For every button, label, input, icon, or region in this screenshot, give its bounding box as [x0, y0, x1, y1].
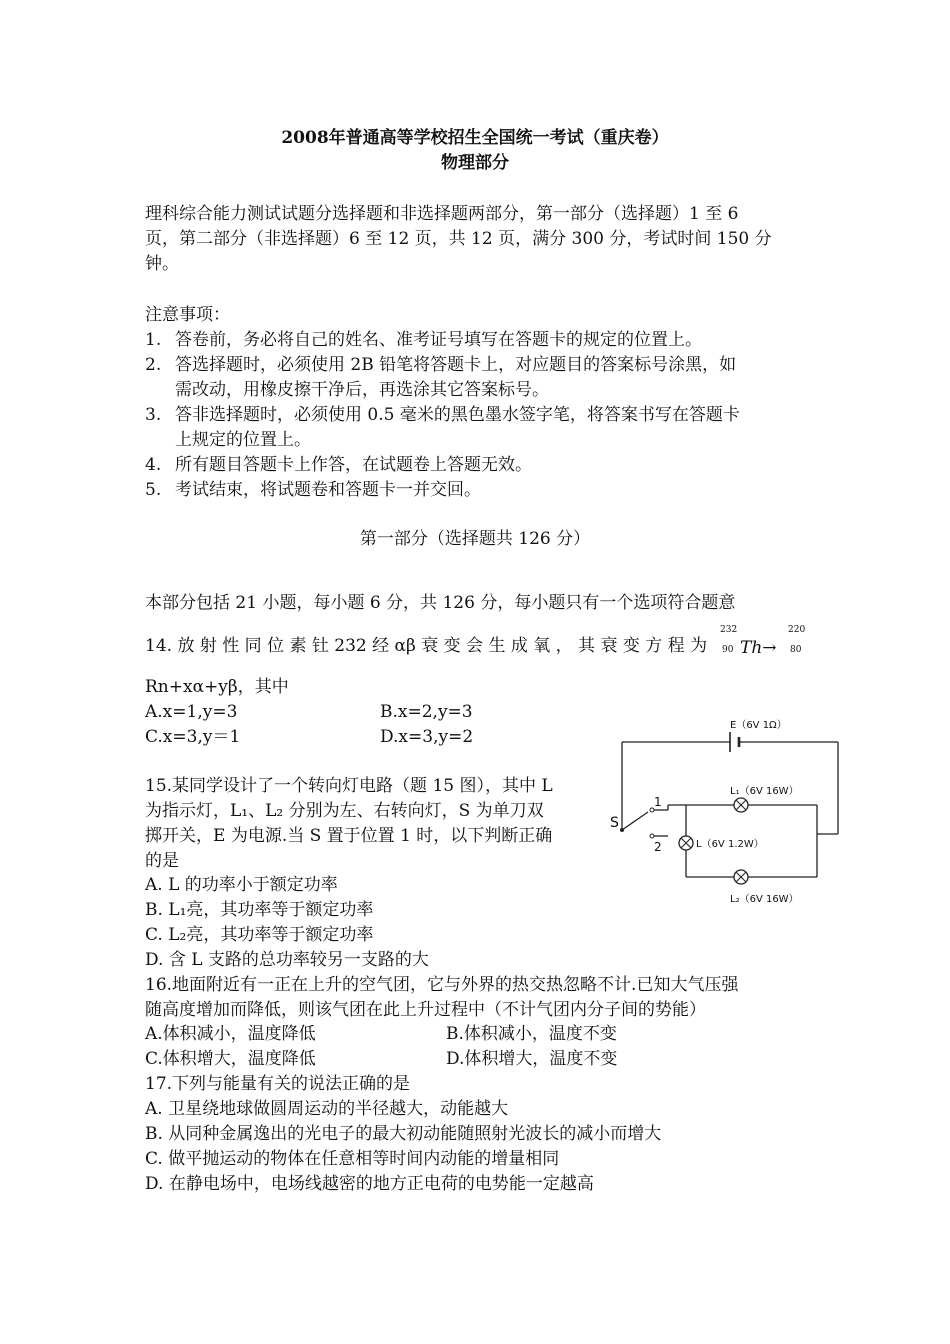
q17-option-c: C. 做平抛运动的物体在任意相等时间内动能的增量相同 — [145, 1149, 560, 1169]
label-l1: L₁（6V 16W） — [730, 786, 799, 797]
q14-stem2: Rn+xα+yβ，其中 — [145, 677, 289, 697]
note-number: 3. — [145, 405, 162, 425]
part1-heading: 第一部分（选择题共 126 分） — [359, 529, 591, 549]
q14-option-c: C.x=3,y＝1 — [145, 727, 241, 747]
q14-th-isotope — [720, 625, 740, 661]
q17-option-a: A. 卫星绕地球做圆周运动的半径越大，动能越大 — [145, 1099, 509, 1119]
th-symbol: Th→ — [740, 638, 777, 658]
q15-option-d: D. 含 L 支路的总功率较另一支路的大 — [145, 950, 429, 970]
switch-pivot — [620, 828, 624, 832]
q16-stem-line: 16.地面附近有一正在上升的空气团，它与外界的热交热忽略不计.已知大气压强 — [145, 975, 739, 995]
q14-option-a: A.x=1,y=3 — [145, 702, 238, 722]
q14-option-d: D.x=3,y=2 — [380, 727, 474, 747]
q15-option-a: A. L 的功率小于额定功率 — [145, 875, 338, 895]
label-pos2: 2 — [654, 840, 662, 854]
q16-stem-line: 随高度增加而降低，则该气团在此上升过程中（不计气团内分子间的势能） — [145, 1000, 706, 1020]
label-e: E（6V 1Ω） — [730, 720, 787, 731]
q15-stem-line: 15.某同学设计了一个转向灯电路（题 15 图），其中 L — [145, 776, 553, 796]
intro-line: 理科综合能力测试试题分选择题和非选择题两部分，第一部分（选择题）1 至 6 — [145, 204, 739, 224]
q17-option-b: B. 从同种金属逸出的光电子的最大初动能随照射光波长的减小而增大 — [145, 1124, 662, 1144]
circuit-diagram — [612, 712, 842, 912]
note-number: 1. — [145, 330, 162, 350]
th-mass: 232 — [720, 625, 738, 635]
note-text: 需改动，用橡皮擦干净后，再选涂其它答案标号。 — [175, 380, 549, 400]
part1-description: 本部分包括 21 小题，每小题 6 分，共 126 分，每小题只有一个选项符合题意 — [145, 593, 736, 613]
rn-mass: 220 — [788, 625, 806, 635]
q14-thorium — [720, 625, 777, 661]
q14-stem-text: 14. 放 射 性 同 位 素 钍 232 经 αβ 衰 变 会 生 成 氧 ， 其 衰 变 方 程 为 — [145, 636, 708, 656]
switch-blade — [622, 812, 648, 830]
q14-option-b: B.x=2,y=3 — [380, 702, 473, 722]
page-subtitle: 物理部分 — [441, 153, 509, 173]
q15-stem-line: 的是 — [145, 851, 179, 871]
q15-option-b: B. L₁亮，其功率等于额定功率 — [145, 900, 374, 920]
note-item — [145, 453, 532, 478]
q17-stem: 17.下列与能量有关的说法正确的是 — [145, 1074, 411, 1094]
q16-option-d: D.体积增大，温度不变 — [446, 1049, 618, 1069]
q14-options-row — [145, 725, 545, 750]
q16-options-row — [145, 1047, 745, 1072]
label-l: L（6V 1.2W） — [696, 839, 764, 850]
q14-radon — [788, 625, 808, 661]
note-number: 5. — [145, 480, 162, 500]
intro-line: 钟。 — [145, 254, 179, 274]
note-text: 所有题目答题卡上作答，在试题卷上答题无效。 — [175, 455, 532, 475]
note-item — [145, 403, 740, 428]
th-z: 90 — [722, 645, 734, 655]
note-text: 考试结束，将试题卷和答题卡一并交回。 — [175, 480, 481, 500]
note-text: 答非选择题时，必须使用 0.5 毫米的黑色墨水签字笔，将答案书写在答题卡 — [175, 405, 740, 425]
q15-stem-line: 掷开关，E 为电源.当 S 置于位置 1 时，以下判断正确 — [145, 826, 553, 846]
notes-heading: 注意事项： — [145, 305, 230, 325]
label-l2: L₂（6V 16W） — [730, 894, 799, 905]
note-item — [145, 328, 702, 353]
label-pos1: 1 — [654, 795, 662, 809]
note-text: 答卷前，务必将自己的姓名、准考证号填写在答题卡的规定的位置上。 — [175, 330, 702, 350]
q14-rn-isotope — [788, 625, 808, 661]
note-number: 4. — [145, 455, 162, 475]
q16-option-a: A.体积减小，温度降低 — [145, 1024, 316, 1044]
note-item — [145, 478, 481, 503]
question-14-stem — [145, 634, 707, 659]
note-text: 上规定的位置上。 — [175, 430, 311, 450]
q15-option-c: C. L₂亮，其功率等于额定功率 — [145, 925, 374, 945]
intro-line: 页，第二部分（非选择题）6 至 12 页，共 12 页，满分 300 分，考试时间 150 分 — [145, 229, 772, 249]
switch-contact-2 — [650, 834, 654, 838]
note-number: 2. — [145, 355, 162, 375]
q16-options-row — [145, 1022, 745, 1047]
q16-option-c: C.体积增大，温度降低 — [145, 1049, 316, 1069]
q15-stem-line: 为指示灯，L₁、L₂ 分别为左、右转向灯，S 为单刀双 — [145, 801, 544, 821]
rn-z: 80 — [790, 645, 802, 655]
note-text: 答选择题时，必须使用 2B 铅笔将答题卡上，对应题目的答案标号涂黑，如 — [175, 355, 737, 375]
label-s: S — [610, 815, 619, 831]
note-item — [145, 353, 736, 378]
q17-option-d: D. 在静电场中，电场线越密的地方正电荷的电势能一定越高 — [145, 1174, 594, 1194]
q16-option-b: B.体积减小，温度不变 — [446, 1024, 617, 1044]
page-title: 2008年普通高等学校招生全国统一考试（重庆卷） — [281, 128, 669, 148]
q14-options-row — [145, 700, 545, 725]
